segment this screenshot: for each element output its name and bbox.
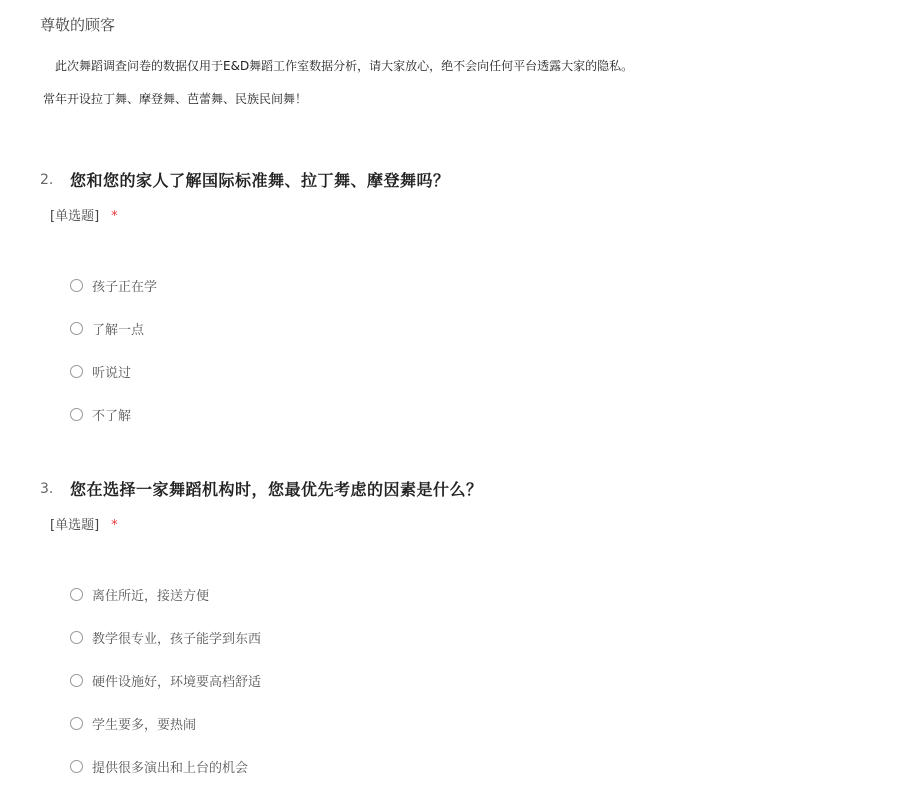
radio-option[interactable]: [70, 362, 131, 380]
required-mark: *: [111, 209, 118, 224]
radio-option[interactable]: [70, 319, 144, 337]
radio-button-icon[interactable]: [70, 365, 83, 378]
question-title: 您在选择一家舞蹈机构时，您最优先考虑的因素是什么？: [70, 480, 483, 499]
question-title-row: [40, 168, 450, 190]
radio-option[interactable]: [70, 276, 157, 294]
radio-button-icon[interactable]: [70, 588, 83, 601]
radio-button-icon[interactable]: [70, 408, 83, 421]
question-number: 2.: [40, 171, 54, 188]
question-title-row: [40, 477, 483, 499]
greeting-title: 尊敬的顾客: [40, 16, 116, 34]
question-number: 3.: [40, 480, 54, 497]
radio-button-icon[interactable]: [70, 717, 83, 730]
option-label[interactable]: 学生要多，要热闹: [92, 717, 197, 733]
intro-text: 此次舞蹈调查问卷的数据仅用于E&D舞蹈工作室数据分析，请大家放心，绝不会向任何平台透露大家的隐私。: [55, 59, 634, 73]
question-type-row: [50, 514, 118, 533]
radio-button-icon[interactable]: [70, 322, 83, 335]
radio-option[interactable]: [70, 628, 261, 646]
radio-button-icon[interactable]: [70, 760, 83, 773]
option-label[interactable]: 提供很多演出和上台的机会: [92, 760, 249, 776]
question-type-row: [50, 205, 118, 224]
radio-option[interactable]: [70, 714, 196, 732]
option-label[interactable]: 离住所近，接送方便: [92, 588, 210, 604]
radio-option[interactable]: [70, 585, 209, 603]
option-label[interactable]: 孩子正在学: [92, 279, 158, 295]
option-label[interactable]: 教学很专业，孩子能学到东西: [92, 631, 262, 647]
question-type-label: [单选题]: [50, 209, 100, 224]
question-type-label: [单选题]: [50, 518, 100, 533]
radio-button-icon[interactable]: [70, 279, 83, 292]
option-label[interactable]: 听说过: [92, 365, 132, 381]
option-label[interactable]: 不了解: [92, 408, 132, 424]
course-info-text: 常年开设拉丁舞、摩登舞、芭蕾舞、民族民间舞！: [43, 92, 308, 106]
radio-option[interactable]: [70, 405, 131, 423]
radio-button-icon[interactable]: [70, 631, 83, 644]
radio-option[interactable]: [70, 671, 261, 689]
radio-button-icon[interactable]: [70, 674, 83, 687]
option-label[interactable]: 了解一点: [92, 322, 145, 338]
question-title: 您和您的家人了解国际标准舞、拉丁舞、摩登舞吗？: [70, 171, 450, 190]
required-mark: *: [111, 518, 118, 533]
radio-option[interactable]: [70, 757, 248, 775]
option-label[interactable]: 硬件设施好，环境要高档舒适: [92, 674, 262, 690]
